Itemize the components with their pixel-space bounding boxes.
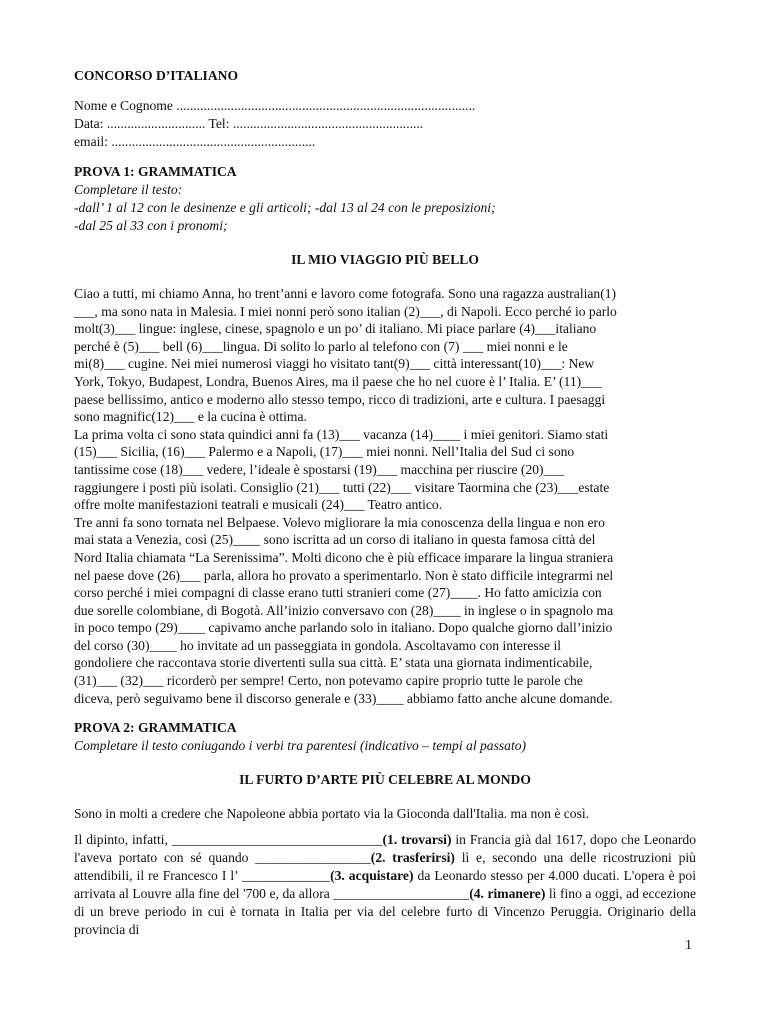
story2-text-segment: lì fino a oggi, ad eccezione di un breve periodo in cui è tornata in Italia per via del celebre furto di Vincenzo Peruggia. Originario della provincia di <box>74 886 697 938</box>
name-field-line: Nome e Cognome ........................................................................................ <box>74 98 476 113</box>
story2-text-segment: da Leonardo stesso per 4.000 ducati. L'opera è poi arrivata al Louvre alla fine del '700 e, da allora ____________________ <box>74 868 696 902</box>
story1-text-line: mi(8)___ cugine. Nei miei numerosi viaggi ho visitato tant(9)___ città interessant(10)___: New <box>74 356 595 372</box>
story2-title: IL FURTO D’ARTE PIÙ CELEBRE AL MONDO <box>239 772 531 788</box>
story1-text-line: (15)___ Sicilia, (16)___ Palermo e a Napoli, (17)___ miei nonni. Nell’Italia del Sud ci sono <box>74 444 575 460</box>
story1-text-line: offre molte manifestazioni teatrali e musicali (24)___ Teatro antico. <box>74 497 443 513</box>
story1-text-line: corso perché i miei compagni di classe erano tutti stranieri come (27)____. Ho fatto amicizia con <box>74 585 602 601</box>
story1-text-line: sono magnific(12)___ e la cucina è ottima. <box>74 409 307 425</box>
story1-text-line: Ciao a tutti, mi chiamo Anna, ho trent’anni e lavoro come fotografa. Sono una ragazza australian(1) <box>74 286 617 301</box>
email-field-line: email: ............................................................ <box>74 134 316 149</box>
story1-text-line: del corso (30)____ ho invitate ad un passeggiata in gondola. Ascoltavamo con interesse il <box>74 637 561 653</box>
section1-instruction: -dal 25 al 33 con i pronomi; <box>74 218 228 233</box>
verb-prompt: (1. trovarsi) <box>382 832 452 848</box>
story2-text-segment: Il dipinto, infatti, _______________________________ <box>74 832 383 848</box>
story1-text-line: nel paese dove (26)___ parla, allora ho provato a sperimentarlo. Non è stato difficile integrarmi nel <box>74 567 614 583</box>
verb-prompt: (2. trasferirsi) <box>370 850 455 866</box>
story1-body <box>74 285 696 707</box>
story2-intro: Sono in molti a credere che Napoleone abbia portato via la Gioconda dall'Italia. ma non è così. <box>74 806 590 822</box>
story1-text-line: mai stata a Venezia, così (25)____ sono iscritta ad un corso di italiano in questa famosa città del <box>74 532 596 548</box>
story1-text-line: tantissime cose (18)___ vedere, l’ideale è spostarsi (19)___ macchina per riuscire (20)___ <box>74 461 564 477</box>
story1-text-line: diceva, però seguivamo bene il discorso generale e (33)____ abbiamo fatto anche alcune domande. <box>74 690 613 706</box>
story1-title: IL MIO VIAGGIO PIÙ BELLO <box>291 252 479 267</box>
story1-text-line: Tre anni fa sono tornata nel Belpaese. Volevo migliorare la mia conoscenza della lingua e non ero <box>74 514 605 530</box>
document-page <box>74 67 696 939</box>
date-tel-field-line: Data: ............................. Tel: ........................................................ <box>74 116 424 131</box>
document-title: CONCORSO D’ITALIANO <box>74 68 239 83</box>
verb-prompt: (4. rimanere) <box>469 886 546 902</box>
story1-text-line: York, Tokyo, Budapest, Londra, Buenos Aires, ma il paese che ho nel cuore è l’ Italia. E’ (11)___ <box>74 373 602 389</box>
section2-heading: PROVA 2: GRAMMATICA <box>74 720 237 736</box>
story1-text-line: perché è (5)___ bell (6)___lingua. Di solito lo parlo al telefono con (7) ___ miei nonni e le <box>74 338 568 354</box>
section2-instruction: Completare il testo coniugando i verbi tra parentesi (indicativo – tempi al passato) <box>74 738 527 754</box>
story1-text-line: La prima volta ci sono stata quindici anni fa (13)___ vacanza (14)____ i miei genitori. Siamo stati <box>74 426 609 442</box>
story1-text-line: in poco tempo (29)____ capivamo anche parlando solo in italiano. Dopo qualche giorno dall’inizio <box>74 620 613 636</box>
story1-text-line: ___, ma sono nata in Malesia. I miei nonni però sono italian (2)___, di Napoli. Ecco perché io parlo <box>74 303 617 319</box>
story2-text-segment: lì e, secondo una delle ricostruzioni più attendibili, il re Francesco I l’ _____________ <box>74 850 696 884</box>
section1-instruction: Completare il testo: <box>74 182 183 197</box>
section1-instruction: -dall’ 1 al 12 con le desinenze e gli articoli; -dal 13 al 24 con le preposizioni; <box>74 200 496 215</box>
story1-text-line: gondoliere che raccontava storie divertenti sulla sua città. E’ stata una giornata indimenticabile, <box>74 655 593 671</box>
story1-text-line: Nord Italia chiamata “La Serenissima”. Molti dicono che è più efficace imparare la lingua straniera <box>74 549 614 565</box>
story1-text-line: due sorelle colombiane, di Bogotà. All’inizio conversavo con (28)____ in inglese o in spagnolo ma <box>74 602 614 618</box>
page-number: 1 <box>685 938 692 953</box>
section1-heading: PROVA 1: GRAMMATICA <box>74 164 237 179</box>
verb-prompt: (3. acquistare) <box>330 868 414 884</box>
story2-text-segment: in Francia già dal 1617, dopo che Leonardo l'aveva portato con sé quando _________________ <box>74 832 696 866</box>
story1-text-line: raggiungere i posti più isolati. Consiglio (21)___ tutti (22)___ visitare Taormina che (23)___estate <box>74 479 610 495</box>
story1-text-line: (31)___ (32)___ ricorderò per sempre! Certo, non potevamo capire proprio tutte le parole che <box>74 673 583 689</box>
story1-text-line: paese bellissimo, antico e moderno allo stesso tempo, ricco di tradizioni, arte e cultura. I paesaggi <box>74 391 606 407</box>
story2-text <box>74 831 696 939</box>
story1-text-line: molt(3)___ lingue: inglese, cinese, spagnolo e un po’ di italiano. Mi piace parlare (4)___italiano <box>74 321 597 337</box>
